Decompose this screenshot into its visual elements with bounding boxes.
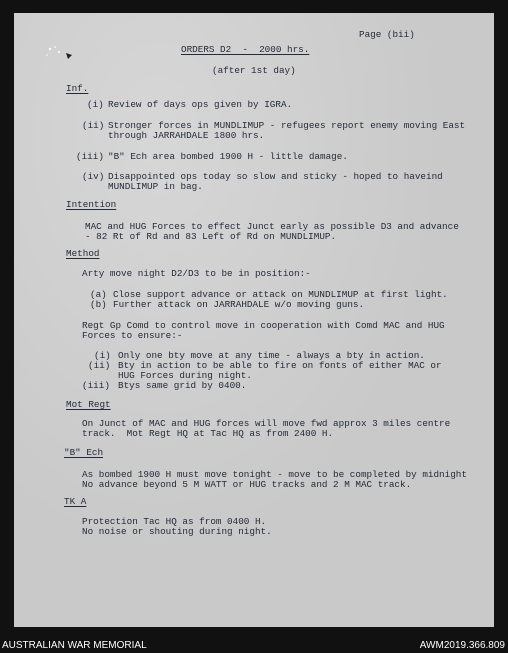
item-number: (iii): [76, 151, 104, 162]
item-number: (i): [94, 350, 111, 361]
document-page: [14, 13, 494, 627]
footer-accession-number: AWM2019.366.809: [419, 640, 505, 651]
item-number: (b): [90, 299, 107, 310]
item-line: through JARRAHDALE 1800 hrs.: [108, 130, 265, 141]
item-number: (ii): [88, 360, 111, 371]
paragraph-line: Forces to ensure:-: [82, 330, 183, 341]
item-line: Further attack on JARRAHDALE w/o moving guns.: [113, 299, 365, 310]
paragraph-line: On Junct of MAC and HUG forces will move fwd approx 3 miles centre: [82, 418, 451, 429]
paragraph-line: Protection Tac HQ as from 0400 H.: [82, 516, 267, 527]
paragraph-line: Regt Gp Comd to control move in cooperation with Comd MAC and HUG: [82, 320, 445, 331]
section-heading-method: Method: [66, 248, 100, 259]
item-line: "B" Ech area bombed 1900 H - little damage.: [108, 151, 348, 162]
page-label: Page (bii): [359, 29, 415, 40]
item-line: Close support advance or attack on MUNDLIMUP at first light.: [113, 289, 448, 300]
item-line: Disappointed ops today so slow and sticky - hoped to haveind: [108, 171, 443, 182]
item-line: Btys same grid by 0400.: [118, 380, 247, 391]
item-line: Only one bty move at any time - always a bty in action.: [118, 350, 425, 361]
paragraph-line: As bombed 1900 H must move tonight - move to be completed by midnight: [82, 469, 467, 480]
item-number: (iii): [82, 380, 110, 391]
item-line: Review of days ops given by IGRA.: [108, 99, 293, 110]
page-title: ORDERS D2 - 2000 hrs.: [181, 44, 310, 55]
punch-hole-marks: [44, 41, 94, 71]
section-heading-mot-regt: Mot Regt: [66, 399, 111, 410]
paragraph-line: track. Mot Regt HQ at Tac HQ as from 2400 H.: [82, 428, 334, 439]
section-heading-intention: Intention: [66, 199, 117, 210]
item-line: Bty in action to be able to fire on fonts of either MAC or: [118, 360, 442, 371]
section-heading-b-ech: "B" Ech: [64, 447, 104, 458]
paragraph-line: No noise or shouting during night.: [82, 526, 272, 537]
item-number: (iv): [82, 171, 105, 182]
paragraph-line: MAC and HUG Forces to effect Junct early as possible D3 and advance: [85, 221, 459, 232]
item-number: (i): [87, 99, 104, 110]
paragraph-line: Arty move night D2/D3 to be in position:-: [82, 268, 311, 279]
item-line: HUG Forces during night.: [118, 370, 252, 381]
section-heading-inf: Inf.: [66, 83, 89, 94]
item-line: MUNDLIMUP in bag.: [108, 181, 203, 192]
section-heading-tk-a: TK A: [64, 496, 87, 507]
item-number: (ii): [82, 120, 105, 131]
footer-institution: AUSTRALIAN WAR MEMORIAL: [2, 640, 147, 651]
page-subtitle: (after 1st day): [212, 65, 296, 76]
paragraph-line: - 82 Rt of Rd and 83 Left of Rd on MUNDLIMUP.: [85, 231, 337, 242]
item-line: Stronger forces in MUNDLIMUP - refugees report enemy moving East: [108, 120, 466, 131]
paragraph-line: No advance beyond 5 M WATT or HUG tracks and 2 M MAC track.: [82, 479, 412, 490]
item-number: (a): [90, 289, 107, 300]
